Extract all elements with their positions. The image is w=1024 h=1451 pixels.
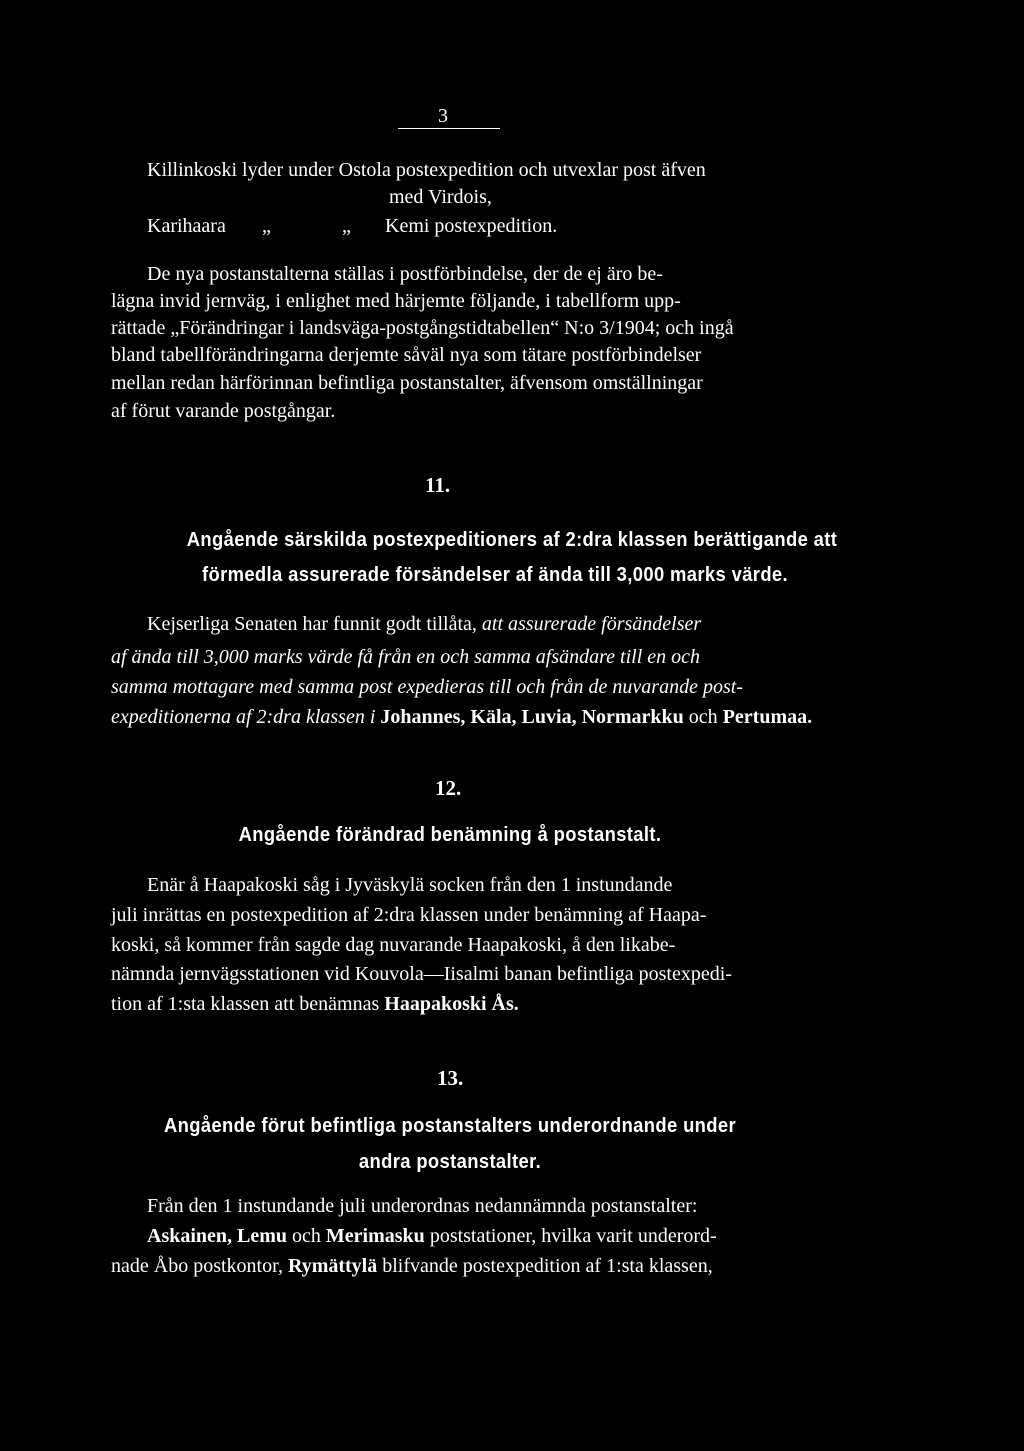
section-13-line xyxy=(147,1224,831,1248)
section-11-line xyxy=(147,612,831,636)
place-names: Johannes, Käla, Luvia, Normarkku xyxy=(380,706,684,728)
text: poststationer, hvilka varit underord- xyxy=(429,1225,717,1247)
section-11-line: af ända till 3,000 marks värde få från en och samma afsändare till en och xyxy=(111,646,701,668)
place-name: Pertumaa. xyxy=(722,706,813,728)
text: tion af 1:sta klassen att benämnas xyxy=(111,993,380,1015)
text: Kejserliga Senaten har funnit godt tillåta, xyxy=(147,613,477,635)
section-12-line: nämnda jernvägsstationen vid Kouvola—Iisalmi banan befintliga postexpedi- xyxy=(111,963,732,985)
section-13-line: Från den 1 instundande juli underordnas nedannämnda postanstalter: xyxy=(147,1195,698,1217)
place-name: Rymättylä xyxy=(287,1255,378,1277)
section-11-line xyxy=(111,705,831,729)
place-name: Haapakoski Ås. xyxy=(384,993,519,1015)
section-11-heading: förmedla assurerade försändelser af ända till 3,000 marks värde. xyxy=(201,564,789,586)
intro-text: Killinkoski lyder under Ostola postexpedition och utvexlar post äfven xyxy=(147,159,706,181)
section-12-heading: Angående förändrad benämning å postanstalt. xyxy=(238,824,662,846)
kemi-label: Kemi postexpedition. xyxy=(385,215,558,237)
section-13-number: 13. xyxy=(437,1066,464,1090)
intro-line xyxy=(147,158,831,182)
section-12-number: 12. xyxy=(435,776,462,800)
para1-line: mellan redan härförinnan befintliga postanstalter, äfvensom omställningar xyxy=(111,372,703,394)
section-11-number: 11. xyxy=(425,473,451,497)
para1-line: De nya postanstalterna ställas i postförbindelse, der de ej äro be- xyxy=(147,263,663,285)
section-13-heading: Angående förut befintliga postanstalters underordnande under xyxy=(163,1115,737,1137)
place-name: Askainen, xyxy=(147,1225,233,1247)
para1-line: af förut varande postgångar. xyxy=(111,400,336,422)
section-13-heading: andra postanstalter. xyxy=(358,1151,542,1173)
page-number-rule xyxy=(398,128,500,129)
text-italic: expeditionerna af 2:dra klassen i xyxy=(111,706,376,728)
page-number: 3 xyxy=(438,105,448,127)
section-11-heading: Angående särskilda postexpeditioners af 2:dra klassen berättigande att xyxy=(186,529,838,551)
para1-line: lägna invid jernväg, i enlighet med härjemte följande, i tabellform upp- xyxy=(111,290,681,312)
text: och xyxy=(292,1225,321,1247)
section-12-line xyxy=(111,992,831,1016)
karihaara-label: Karihaara xyxy=(147,215,226,237)
place-name: Lemu xyxy=(237,1225,288,1247)
para1-line: bland tabellförändringarna derjemte såväl nya som tätare postförbindelser xyxy=(111,344,702,366)
ditto-mark: „ xyxy=(262,215,271,237)
intro-line-2: med Virdois, xyxy=(389,186,492,208)
section-13-line xyxy=(111,1254,831,1278)
para1-line: rättade „Förändringar i landsväga-postgångstidtabellen“ N:o 3/1904; och ingå xyxy=(111,317,734,339)
section-11-line: samma mottagare med samma post expedieras till och från de nuvarande post- xyxy=(111,676,743,698)
text: och xyxy=(688,706,718,728)
text-italic: att assurerade försändelser xyxy=(481,613,702,635)
text: blifvande postexpedition af 1:sta klassen, xyxy=(382,1255,713,1277)
section-12-line: Enär å Haapakoski såg i Jyväskylä socken från den 1 instundande xyxy=(147,874,673,896)
section-12-line: juli inrättas en postexpedition af 2:dra klassen under benämning af Haapa- xyxy=(111,904,707,926)
text: nade Åbo postkontor, xyxy=(111,1255,283,1277)
section-12-line: koski, så kommer från sagde dag nuvarande Haapakoski, å den likabe- xyxy=(111,934,676,956)
place-name: Merimasku xyxy=(325,1225,425,1247)
ditto-mark: „ xyxy=(342,215,351,237)
